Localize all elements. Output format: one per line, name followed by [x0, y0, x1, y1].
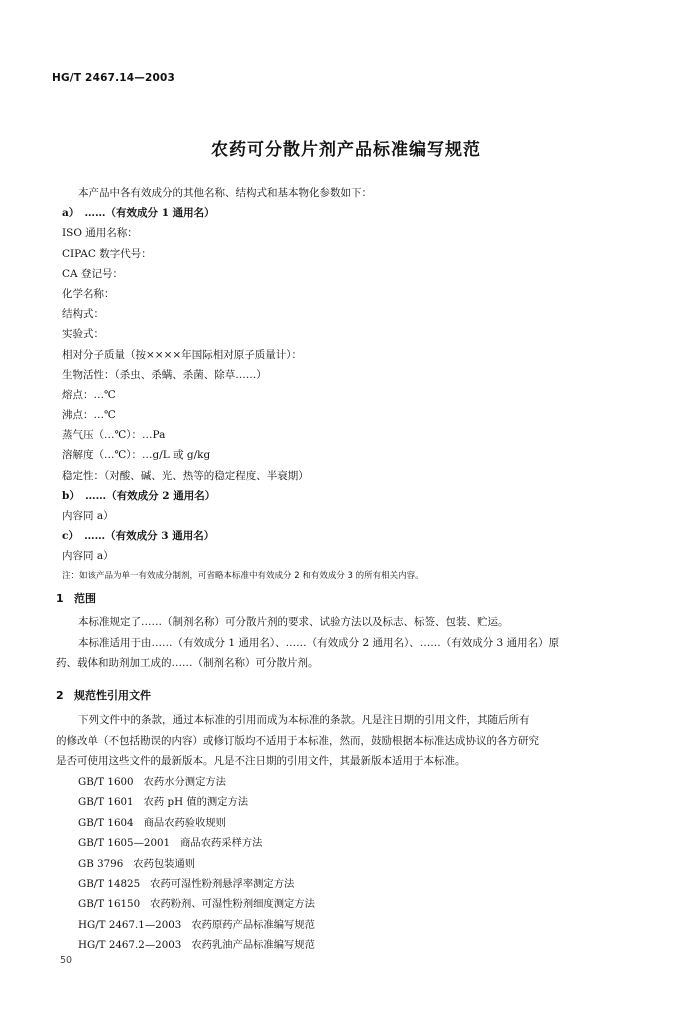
intro-line: 内容同 a） [62, 510, 114, 522]
reference-code: HG/T 2467.2—2003 [78, 939, 182, 952]
reference-title: 农药水分测定方法 [143, 776, 226, 788]
intro-line: a） ……（有效成分 1 通用名） [62, 207, 215, 220]
reference-code: HG/T 2467.1—2003 [78, 918, 182, 931]
reference-item [78, 894, 638, 914]
standard-code: HG/T 2467.14—2003 [52, 72, 176, 84]
reference-title: 商品农药验收规则 [143, 816, 226, 829]
section-2-heading [56, 687, 151, 703]
reference-item [78, 792, 638, 812]
section-title: 规范性引用文件 [74, 689, 151, 702]
paragraph-line: 本标准适用于由……（有效成分 1 通用名）、……（有效成分 2 通用名）、……（有效成分 3 通用名）原 [78, 636, 560, 649]
reference-item [78, 915, 638, 935]
page-number: 50 [60, 955, 73, 966]
reference-title: 农药可湿性粉剂悬浮率测定方法 [150, 877, 295, 890]
reference-title: 商品农药采样方法 [180, 837, 263, 850]
section-1-heading [56, 590, 96, 606]
reference-title: 农药乳油产品标准编写规范 [191, 939, 315, 952]
intro-line: 化学名称： [62, 287, 115, 300]
intro-line: 本产品中各有效成分的其他名称、结构式和基本物化参数如下： [78, 187, 372, 199]
paragraph-line: 本标准规定了……（制剂名称）可分散片剂的要求、试验方法以及标志、标签、包装、贮运。 [78, 616, 509, 628]
section-number: 2 [56, 689, 64, 702]
section-title: 范围 [74, 592, 96, 605]
intro-line: ISO 通用名称： [62, 227, 138, 240]
intro-line: b） ……（有效成分 2 通用名） [62, 489, 216, 502]
intro-line: 生物活性：（杀虫、杀螨、杀菌、除草……） [62, 368, 267, 381]
intro-line: CA 登记号： [62, 267, 123, 280]
reference-item [78, 935, 638, 955]
intro-line: 内容同 a） [62, 550, 114, 563]
intro-line: 溶解度（…℃）：…g/L 或 g/kg [62, 449, 211, 462]
paragraph-line: 下列文件中的条款，通过本标准的引用而成为本标准的条款。凡是注日期的引用文件，其随后所有 [78, 714, 530, 726]
section-2-body [56, 710, 638, 772]
reference-code: GB/T 1601 [78, 796, 134, 809]
intro-line: 沸点：…℃ [62, 409, 116, 422]
reference-title: 农药包装通则 [133, 857, 196, 870]
intro-line: 实验式： [62, 328, 104, 341]
reference-title: 农药 pH 值的测定方法 [143, 796, 249, 809]
reference-code: GB/T 14825 [78, 877, 141, 890]
reference-item [78, 813, 638, 833]
intro-line: 稳定性：（对酸、碱、光、热等的稳定程度、半衰期） [62, 469, 309, 482]
intro-line: c） ……（有效成分 3 通用名） [62, 530, 215, 543]
section-1-body [56, 612, 638, 674]
intro-note: 注：如该产品为单一有效成分制剂，可省略本标准中有效成分 2 和有效成分 3 的所有相关内容。 [62, 570, 424, 581]
reference-title: 农药原药产品标准编写规范 [191, 918, 315, 931]
intro-block [62, 183, 642, 586]
intro-line: 相对分子质量（按××××年国际相对原子质量计）： [62, 348, 302, 361]
reference-item [78, 833, 638, 853]
reference-code: GB/T 1605—2001 [78, 837, 171, 850]
document-title: 农药可分散片剂产品标准编写规范 [211, 140, 481, 160]
normative-references-list [78, 772, 638, 956]
reference-item [78, 874, 638, 894]
reference-code: GB/T 16150 [78, 898, 141, 911]
reference-title: 农药粉剂、可湿性粉剂细度测定方法 [150, 898, 315, 911]
reference-item [78, 772, 638, 792]
intro-line: CIPAC 数字代号： [62, 247, 152, 260]
reference-code: GB/T 1604 [78, 816, 134, 829]
reference-code: GB/T 1600 [78, 776, 134, 788]
intro-line: 熔点：…℃ [62, 388, 116, 401]
reference-code: GB 3796 [78, 857, 124, 870]
section-number: 1 [56, 592, 64, 605]
intro-line: 蒸气压（…℃）：…Pa [62, 429, 166, 442]
paragraph-line: 的修改单（不包括勘误的内容）或修订版均不适用于本标准，然而，鼓励根据本标准达成协议的各方研究 [56, 734, 539, 747]
intro-line: 结构式： [62, 308, 104, 321]
paragraph-line: 药、载体和助剂加工成的……（制剂名称）可分散片剂。 [56, 657, 319, 669]
paragraph-line: 是否可使用这些文件的最新版本。凡是不注日期的引用文件，其最新版本适用于本标准。 [56, 755, 466, 767]
reference-item [78, 854, 638, 874]
